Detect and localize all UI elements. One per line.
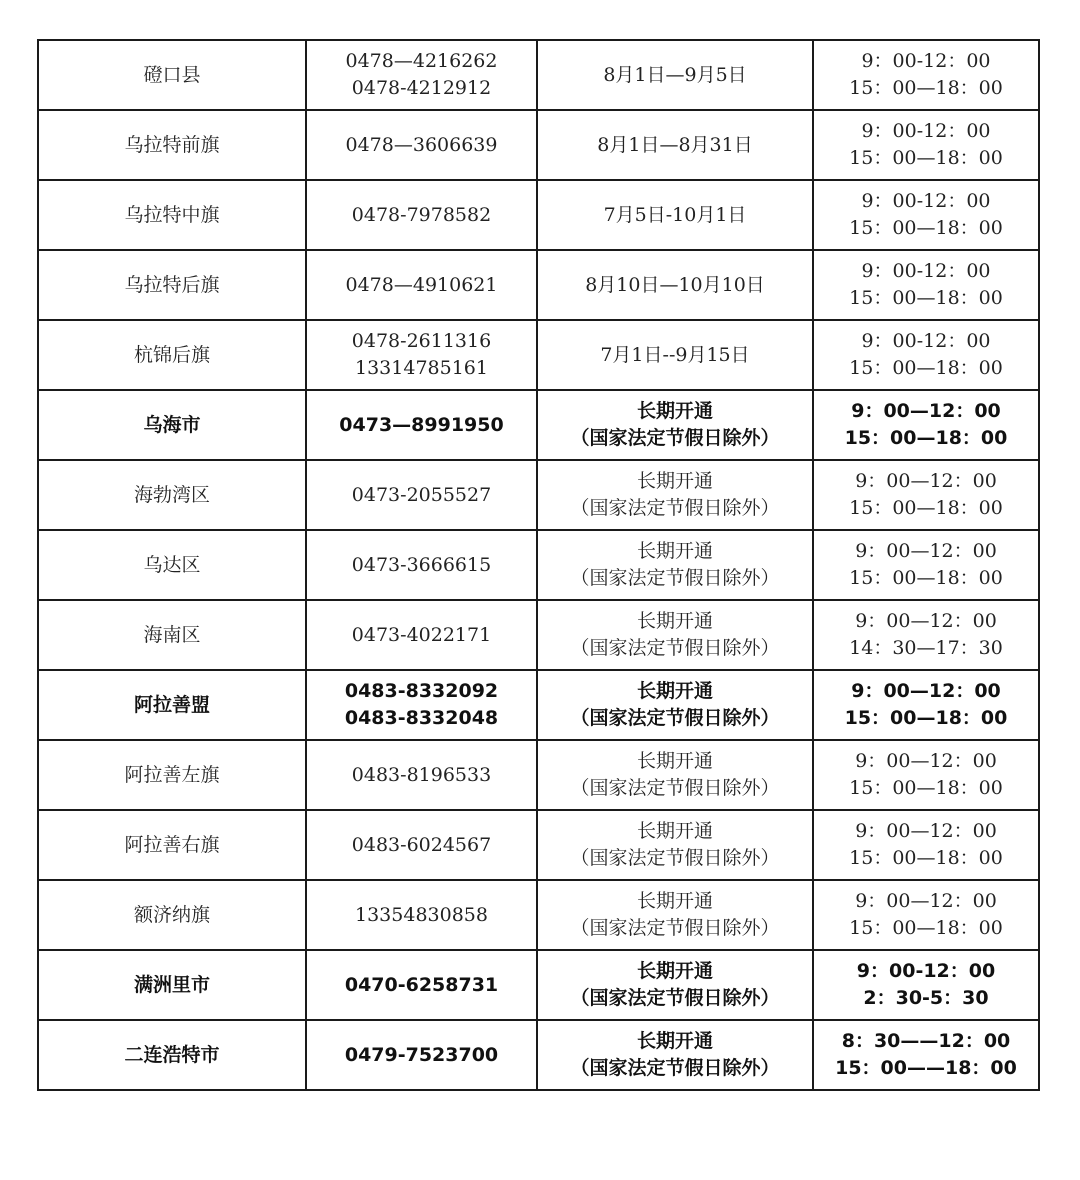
hours-text: 15：00—18：00 [849, 917, 1003, 939]
region-cell [38, 950, 306, 1020]
contact-schedule-table [37, 39, 1040, 1091]
table-row [38, 1020, 1039, 1090]
table-row [38, 110, 1039, 180]
period-text: 7月1日--9月15日 [600, 343, 750, 366]
phone-number: 0470-6258731 [344, 973, 499, 996]
period-text: （国家法定节假日除外） [570, 707, 780, 729]
hours-text: 2：30-5：30 [863, 987, 989, 1009]
region-cell [38, 530, 306, 600]
hours-cell [813, 880, 1039, 950]
phone-cell [306, 320, 537, 390]
phone-cell [306, 880, 537, 950]
table-row [38, 460, 1039, 530]
hours-text: 15：00—18：00 [849, 777, 1003, 799]
hours-cell [813, 110, 1039, 180]
region-cell [38, 1020, 306, 1090]
phone-cell [306, 110, 537, 180]
hours-text: 9：00-12：00 [861, 260, 991, 282]
phone-number: 0478—4216262 [345, 50, 498, 72]
hours-cell [813, 460, 1039, 530]
region-name: 阿拉善盟 [133, 693, 210, 716]
region-name: 乌拉特前旗 [124, 133, 220, 156]
hours-text: 15：00—18：00 [849, 357, 1003, 379]
table-row [38, 880, 1039, 950]
period-cell [537, 670, 813, 740]
hours-text: 9：00—12：00 [855, 820, 997, 842]
period-cell [537, 250, 813, 320]
hours-cell [813, 950, 1039, 1020]
period-cell [537, 880, 813, 950]
period-cell [537, 810, 813, 880]
hours-text: 15：00—18：00 [849, 497, 1003, 519]
hours-text: 9：00—12：00 [851, 680, 1001, 702]
hours-text: 9：00—12：00 [855, 750, 997, 772]
hours-text: 15：00—18：00 [844, 427, 1008, 449]
hours-text: 15：00—18：00 [849, 217, 1003, 239]
period-cell [537, 320, 813, 390]
region-name: 乌达区 [143, 553, 201, 576]
period-text: （国家法定节假日除外） [570, 637, 780, 659]
period-text: （国家法定节假日除外） [570, 567, 780, 589]
region-name: 满洲里市 [133, 973, 210, 996]
phone-number: 13354830858 [355, 903, 488, 926]
hours-text: 15：00—18：00 [849, 77, 1003, 99]
hours-text: 15：00—18：00 [849, 147, 1003, 169]
period-cell [537, 740, 813, 810]
region-cell [38, 40, 306, 110]
region-name: 海南区 [143, 623, 201, 646]
phone-cell [306, 40, 537, 110]
phone-number: 0483-8196533 [351, 763, 492, 786]
table-row [38, 810, 1039, 880]
hours-cell [813, 670, 1039, 740]
hours-text: 9：00-12：00 [861, 50, 991, 72]
phone-number: 0483-6024567 [351, 833, 492, 856]
hours-cell [813, 740, 1039, 810]
hours-text: 9：00-12：00 [856, 960, 996, 982]
period-text: 长期开通 [636, 540, 713, 562]
phone-cell [306, 460, 537, 530]
period-text: 长期开通 [636, 470, 713, 492]
region-name: 乌海市 [143, 413, 201, 436]
hours-cell [813, 250, 1039, 320]
period-text: 长期开通 [636, 820, 713, 842]
phone-cell [306, 530, 537, 600]
region-name: 磴口县 [143, 63, 201, 86]
region-cell [38, 670, 306, 740]
region-name: 阿拉善左旗 [124, 763, 220, 786]
hours-text: 9：00-12：00 [861, 330, 991, 352]
period-text: 长期开通 [636, 610, 713, 632]
region-name: 阿拉善右旗 [124, 833, 220, 856]
hours-text: 9：00—12：00 [855, 470, 997, 492]
period-text: （国家法定节假日除外） [570, 427, 780, 449]
hours-text: 15：00—18：00 [849, 567, 1003, 589]
phone-cell [306, 250, 537, 320]
hours-text: 8：30——12：00 [841, 1030, 1011, 1052]
period-text: 长期开通 [636, 680, 713, 702]
region-name: 额济纳旗 [133, 903, 210, 926]
region-cell [38, 600, 306, 670]
period-cell [537, 600, 813, 670]
period-text: （国家法定节假日除外） [570, 847, 780, 869]
region-cell [38, 390, 306, 460]
phone-cell [306, 670, 537, 740]
period-text: 长期开通 [636, 1030, 713, 1052]
period-text: （国家法定节假日除外） [570, 777, 780, 799]
phone-number: 0483-8332092 [344, 680, 499, 702]
period-text: 8月1日—9月5日 [603, 63, 747, 86]
region-name: 乌拉特中旗 [124, 203, 220, 226]
hours-cell [813, 320, 1039, 390]
region-cell [38, 740, 306, 810]
phone-number: 0473-3666615 [351, 553, 492, 576]
phone-number: 0479-7523700 [344, 1043, 499, 1066]
phone-cell [306, 740, 537, 810]
period-text: 长期开通 [636, 400, 713, 422]
period-text: 长期开通 [636, 960, 713, 982]
period-text: 8月10日—10月10日 [585, 273, 765, 296]
period-cell [537, 460, 813, 530]
period-cell [537, 110, 813, 180]
period-cell [537, 950, 813, 1020]
table-body [38, 40, 1039, 1090]
period-cell [537, 40, 813, 110]
region-name: 杭锦后旗 [133, 343, 210, 366]
hours-text: 15：00—18：00 [849, 847, 1003, 869]
phone-cell [306, 1020, 537, 1090]
period-cell [537, 180, 813, 250]
hours-cell [813, 180, 1039, 250]
hours-text: 14：30—17：30 [849, 637, 1003, 659]
table-row [38, 600, 1039, 670]
phone-cell [306, 180, 537, 250]
region-name: 乌拉特后旗 [124, 273, 220, 296]
region-cell [38, 320, 306, 390]
period-text: （国家法定节假日除外） [570, 987, 780, 1009]
hours-text: 9：00-12：00 [861, 120, 991, 142]
region-cell [38, 810, 306, 880]
table-row [38, 180, 1039, 250]
table-row [38, 320, 1039, 390]
phone-number: 0473—8991950 [339, 413, 504, 436]
hours-text: 15：00—18：00 [849, 287, 1003, 309]
hours-text: 15：00—18：00 [844, 707, 1008, 729]
table-row [38, 740, 1039, 810]
table-row [38, 40, 1039, 110]
region-cell [38, 110, 306, 180]
phone-number: 0478-2611316 [351, 330, 492, 352]
hours-cell [813, 390, 1039, 460]
table-row [38, 670, 1039, 740]
hours-cell [813, 530, 1039, 600]
phone-number: 0483-8332048 [344, 707, 499, 729]
hours-text: 9：00-12：00 [861, 190, 991, 212]
phone-number: 0478—3606639 [345, 133, 498, 156]
phone-number: 0478-7978582 [351, 203, 492, 226]
region-cell [38, 880, 306, 950]
table-row [38, 390, 1039, 460]
period-text: （国家法定节假日除外） [570, 1057, 780, 1079]
table-row [38, 950, 1039, 1020]
period-cell [537, 530, 813, 600]
phone-number: 0478—4910621 [345, 273, 498, 296]
region-cell [38, 460, 306, 530]
phone-number: 0478-4212912 [351, 77, 492, 99]
region-name: 海勃湾区 [133, 483, 210, 506]
region-cell [38, 180, 306, 250]
period-text: 长期开通 [636, 890, 713, 912]
table-row [38, 530, 1039, 600]
period-text: 7月5日-10月1日 [603, 203, 747, 226]
hours-text: 9：00—12：00 [855, 540, 997, 562]
hours-cell [813, 1020, 1039, 1090]
period-text: （国家法定节假日除外） [570, 497, 780, 519]
hours-cell [813, 600, 1039, 670]
region-name: 二连浩特市 [124, 1043, 220, 1066]
hours-text: 9：00—12：00 [855, 890, 997, 912]
table-row [38, 250, 1039, 320]
period-text: （国家法定节假日除外） [570, 917, 780, 939]
phone-number: 0473-4022171 [351, 623, 492, 646]
hours-text: 9：00—12：00 [851, 400, 1001, 422]
phone-number: 0473-2055527 [351, 483, 492, 506]
period-text: 长期开通 [636, 750, 713, 772]
hours-text: 15：00——18：00 [835, 1057, 1017, 1079]
phone-cell [306, 600, 537, 670]
hours-cell [813, 40, 1039, 110]
hours-cell [813, 810, 1039, 880]
phone-number: 13314785161 [355, 357, 488, 379]
period-cell [537, 390, 813, 460]
phone-cell [306, 950, 537, 1020]
phone-cell [306, 390, 537, 460]
period-cell [537, 1020, 813, 1090]
hours-text: 9：00—12：00 [855, 610, 997, 632]
region-cell [38, 250, 306, 320]
period-text: 8月1日—8月31日 [597, 133, 753, 156]
phone-cell [306, 810, 537, 880]
